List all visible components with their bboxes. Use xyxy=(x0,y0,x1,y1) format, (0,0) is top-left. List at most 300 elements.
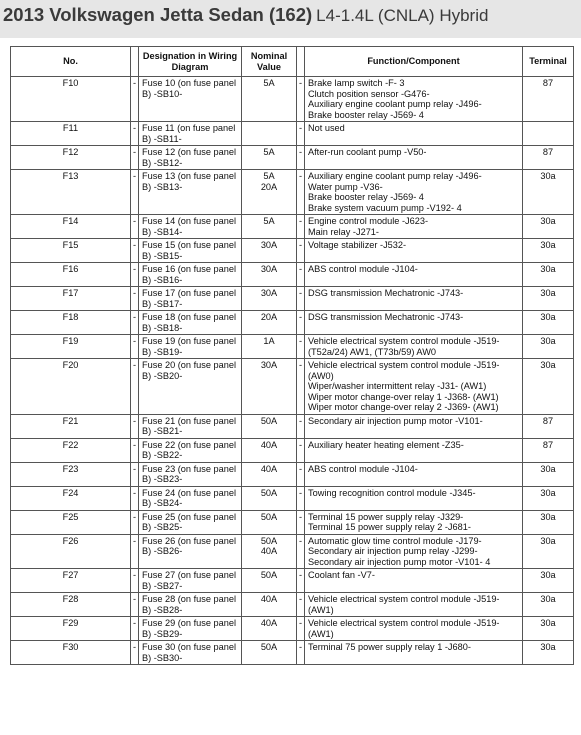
terminal-value: 30a xyxy=(540,535,556,546)
function-line: Wiper/washer intermittent relay -J31- (AW1) xyxy=(308,381,487,391)
fuse-number-text: F17 xyxy=(62,288,79,298)
function-cell xyxy=(305,263,523,287)
dash-cell xyxy=(131,146,139,170)
fuse-number xyxy=(11,414,131,438)
function-cell xyxy=(305,215,523,239)
fuse-number xyxy=(11,486,131,510)
function-cell xyxy=(305,617,523,641)
designation-line: Fuse 30 (on fuse panel xyxy=(142,642,236,652)
dash-cell xyxy=(297,311,305,335)
nominal-value: 50A xyxy=(260,642,278,652)
terminal-cell xyxy=(523,569,574,593)
nominal-value-cell xyxy=(242,617,297,641)
fuse-number-text: F30 xyxy=(62,642,79,652)
designation-line: B) -SB24- xyxy=(142,498,183,508)
terminal-value: 87 xyxy=(542,147,554,157)
terminal-value: 87 xyxy=(542,78,554,88)
fuse-number xyxy=(11,641,131,665)
dash-text: - xyxy=(298,618,303,628)
function-line: Brake booster relay -J569- 4 xyxy=(308,109,424,120)
function-line: (AW1) xyxy=(308,604,334,615)
fuse-number-text: F28 xyxy=(62,594,79,604)
dash-cell xyxy=(297,170,305,215)
function-cell xyxy=(305,414,523,438)
designation-line: B) -SB13- xyxy=(142,181,183,192)
dash-text: - xyxy=(132,147,137,157)
dash-text: - xyxy=(298,594,303,604)
designation-line: Fuse 25 (on fuse panel xyxy=(142,511,236,522)
terminal-cell xyxy=(523,462,574,486)
designation-cell xyxy=(139,215,242,239)
dash-cell xyxy=(131,287,139,311)
designation-line: B) -SB20- xyxy=(142,370,183,381)
terminal-cell xyxy=(523,287,574,311)
designation-line: Fuse 23 (on fuse panel xyxy=(142,463,236,474)
dash-text: - xyxy=(298,463,303,474)
dash-text: - xyxy=(298,264,303,274)
header-function: Function/Component xyxy=(305,47,523,77)
function-cell xyxy=(305,534,523,569)
nominal-value-cell xyxy=(242,359,297,415)
terminal-cell xyxy=(523,438,574,462)
designation-cell xyxy=(139,359,242,415)
fuse-number-text: F10 xyxy=(62,78,79,88)
dash-cell xyxy=(131,77,139,122)
designation-line: B) -SB21- xyxy=(142,426,183,436)
dash-text: - xyxy=(298,487,303,498)
terminal-value: 30a xyxy=(540,487,556,498)
fuse-table xyxy=(10,46,574,665)
nominal-value: 5A xyxy=(263,216,275,226)
fuse-number-text: F22 xyxy=(62,439,79,450)
terminal-cell xyxy=(523,311,574,335)
function-cell xyxy=(305,569,523,593)
dash-text: - xyxy=(298,439,303,450)
nominal-value: 1A xyxy=(263,336,275,346)
dash-cell xyxy=(131,438,139,462)
dash-cell xyxy=(131,311,139,335)
designation-cell xyxy=(139,617,242,641)
nominal-value: 20A xyxy=(260,181,278,192)
dash-text: - xyxy=(132,171,137,181)
nominal-value: 30A xyxy=(260,360,278,370)
designation-line: Fuse 10 (on fuse panel xyxy=(142,78,236,88)
terminal-value: 30a xyxy=(540,360,556,370)
dash-text: - xyxy=(132,123,137,133)
function-line: Main relay -J271- xyxy=(308,226,379,237)
table-row xyxy=(11,359,574,415)
nominal-value: 40A xyxy=(260,594,278,604)
function-line: ABS control module -J104- xyxy=(308,463,418,474)
function-line: Auxiliary engine coolant pump relay -J496- xyxy=(308,99,482,109)
function-line: Terminal 15 power supply relay 2 -J681- xyxy=(308,522,471,532)
designation-line: Fuse 18 (on fuse panel xyxy=(142,312,236,322)
designation-cell xyxy=(139,486,242,510)
designation-line: Fuse 24 (on fuse panel xyxy=(142,487,236,498)
designation-cell xyxy=(139,462,242,486)
dash-text: - xyxy=(298,78,303,88)
dash-text: - xyxy=(132,360,137,370)
designation-line: Fuse 13 (on fuse panel xyxy=(142,171,236,181)
terminal-cell xyxy=(523,239,574,263)
function-line: Auxiliary engine coolant pump relay -J496- xyxy=(308,171,482,181)
function-line: Engine control module -J623- xyxy=(308,216,429,226)
dash-text: - xyxy=(298,216,303,226)
designation-line: B) -SB26- xyxy=(142,546,183,556)
terminal-value: 87 xyxy=(542,439,554,450)
function-cell xyxy=(305,462,523,486)
dash-text: - xyxy=(298,570,303,580)
nominal-value: 20A xyxy=(260,312,278,322)
designation-cell xyxy=(139,77,242,122)
designation-line: Fuse 17 (on fuse panel xyxy=(142,288,236,298)
fuse-number-text: F11 xyxy=(62,123,79,133)
function-line: Secondary air injection pump motor -V101- 4 xyxy=(308,556,491,567)
function-line: After-run coolant pump -V50- xyxy=(308,147,427,157)
terminal-value: 30a xyxy=(540,594,556,604)
header-spacer xyxy=(131,47,139,77)
dash-text: - xyxy=(132,415,137,426)
fuse-number xyxy=(11,438,131,462)
terminal-value: 30a xyxy=(540,264,556,274)
fuse-number-text: F14 xyxy=(62,216,79,226)
dash-cell xyxy=(297,510,305,534)
dash-text: - xyxy=(298,312,303,322)
dash-text: - xyxy=(132,463,137,474)
function-line: Automatic glow time control module -J179- xyxy=(308,535,482,546)
terminal-cell xyxy=(523,215,574,239)
fuse-number xyxy=(11,510,131,534)
dash-cell xyxy=(131,263,139,287)
table-row xyxy=(11,534,574,569)
dash-cell xyxy=(131,335,139,359)
function-line: Wiper motor change-over relay 1 -J368- (AW1) xyxy=(308,391,499,402)
designation-line: Fuse 22 (on fuse panel xyxy=(142,439,236,450)
dash-text: - xyxy=(132,618,137,628)
dash-cell xyxy=(131,239,139,263)
fuse-number-text: F16 xyxy=(62,264,79,274)
dash-cell xyxy=(297,486,305,510)
nominal-value: 50A xyxy=(260,535,278,546)
fuse-table-body xyxy=(11,77,574,665)
designation-cell xyxy=(139,641,242,665)
dash-cell xyxy=(131,359,139,415)
dash-cell xyxy=(297,617,305,641)
terminal-cell xyxy=(523,617,574,641)
terminal-value: 30a xyxy=(540,642,556,652)
designation-line: B) -SB30- xyxy=(142,652,183,663)
page-header xyxy=(0,0,581,38)
designation-line: B) -SB17- xyxy=(142,298,183,309)
dash-text: - xyxy=(298,511,303,522)
fuse-number-text: F20 xyxy=(62,360,79,370)
dash-cell xyxy=(297,359,305,415)
fuse-number xyxy=(11,287,131,311)
dash-text: - xyxy=(298,288,303,298)
fuse-number xyxy=(11,335,131,359)
nominal-value-cell xyxy=(242,462,297,486)
fuse-number xyxy=(11,215,131,239)
dash-text: - xyxy=(132,511,137,522)
designation-line: B) -SB11- xyxy=(142,133,182,144)
function-line: DSG transmission Mechatronic -J743- xyxy=(308,312,464,322)
document-frame xyxy=(0,38,581,735)
terminal-value: 87 xyxy=(542,415,554,426)
function-cell xyxy=(305,146,523,170)
nominal-value-cell xyxy=(242,239,297,263)
fuse-number-text: F29 xyxy=(62,618,79,628)
fuse-number xyxy=(11,311,131,335)
function-line: Vehicle electrical system control module -J519- xyxy=(308,618,500,628)
designation-cell xyxy=(139,311,242,335)
dash-cell xyxy=(297,146,305,170)
nominal-value-cell xyxy=(242,77,297,122)
dash-cell xyxy=(297,287,305,311)
designation-cell xyxy=(139,510,242,534)
table-row xyxy=(11,287,574,311)
fuse-number xyxy=(11,534,131,569)
fuse-number-text: F12 xyxy=(62,147,79,157)
table-row xyxy=(11,215,574,239)
header-spacer xyxy=(297,47,305,77)
nominal-value: 40A xyxy=(260,439,278,450)
designation-line: Fuse 26 (on fuse panel xyxy=(142,535,236,546)
designation-line: Fuse 11 (on fuse panel xyxy=(142,123,236,133)
designation-line: B) -SB19- xyxy=(142,346,183,357)
designation-line: Fuse 14 (on fuse panel xyxy=(142,216,236,226)
dash-text: - xyxy=(132,288,137,298)
function-line: Brake booster relay -J569- 4 xyxy=(308,192,424,202)
table-row xyxy=(11,77,574,122)
function-line: Wiper motor change-over relay 2 -J369- (AW1) xyxy=(308,402,499,412)
designation-line: Fuse 19 (on fuse panel xyxy=(142,336,236,346)
terminal-cell xyxy=(523,486,574,510)
designation-cell xyxy=(139,335,242,359)
terminal-value: 30a xyxy=(540,312,556,322)
designation-line: B) -SB12- xyxy=(142,157,183,168)
designation-line: B) -SB27- xyxy=(142,580,183,591)
designation-cell xyxy=(139,414,242,438)
dash-cell xyxy=(297,335,305,359)
function-line: (AW0) xyxy=(308,370,334,381)
designation-line: Fuse 21 (on fuse panel xyxy=(142,415,236,426)
header-nominal-value: Nominal Value xyxy=(242,47,297,77)
dash-cell xyxy=(297,569,305,593)
table-row xyxy=(11,146,574,170)
function-line: Coolant fan -V7- xyxy=(308,570,375,580)
designation-line: Fuse 15 (on fuse panel xyxy=(142,240,236,250)
dash-cell xyxy=(297,263,305,287)
designation-line: B) -SB18- xyxy=(142,322,183,333)
table-row xyxy=(11,641,574,665)
dash-text: - xyxy=(298,147,303,157)
designation-line: Fuse 12 (on fuse panel xyxy=(142,147,236,157)
function-line: Secondary air injection pump motor -V101- xyxy=(308,415,483,426)
terminal-value: 30a xyxy=(540,336,556,346)
dash-text: - xyxy=(132,487,137,498)
dash-cell xyxy=(297,215,305,239)
table-header-row xyxy=(11,47,574,77)
designation-cell xyxy=(139,170,242,215)
function-line: Brake system vacuum pump -V192- 4 xyxy=(308,202,462,213)
function-cell xyxy=(305,122,523,146)
dash-cell xyxy=(297,593,305,617)
page-subtitle: L4-1.4L (CNLA) Hybrid xyxy=(316,6,489,25)
dash-text: - xyxy=(298,171,303,181)
function-line: Brake lamp switch -F- 3 xyxy=(308,78,405,88)
table-row xyxy=(11,335,574,359)
function-line: (T52a/24) AW1, (T73b/59) AW0 xyxy=(308,346,436,357)
function-line: Voltage stabilizer -J532- xyxy=(308,240,407,250)
nominal-value: 5A xyxy=(263,147,275,157)
terminal-value: 30a xyxy=(540,463,556,474)
table-row xyxy=(11,569,574,593)
designation-cell xyxy=(139,287,242,311)
designation-line: Fuse 16 (on fuse panel xyxy=(142,264,236,274)
terminal-cell xyxy=(523,335,574,359)
dash-text: - xyxy=(298,240,303,250)
nominal-value-cell xyxy=(242,414,297,438)
fuse-number xyxy=(11,239,131,263)
designation-line: Fuse 20 (on fuse panel xyxy=(142,360,236,370)
nominal-value: 50A xyxy=(260,570,278,580)
table-row xyxy=(11,239,574,263)
terminal-cell xyxy=(523,641,574,665)
fuse-number-text: F15 xyxy=(62,240,79,250)
fuse-number xyxy=(11,77,131,122)
nominal-value-cell xyxy=(242,287,297,311)
terminal-value: 30a xyxy=(540,240,556,250)
page-title: 2013 Volkswagen Jetta Sedan (162) xyxy=(3,4,313,25)
dash-cell xyxy=(131,617,139,641)
table-row xyxy=(11,593,574,617)
designation-line: B) -SB25- xyxy=(142,522,183,532)
dash-cell xyxy=(131,486,139,510)
designation-line: B) -SB10- xyxy=(142,88,183,99)
terminal-cell xyxy=(523,414,574,438)
nominal-value: 50A xyxy=(260,415,278,426)
fuse-number-text: F24 xyxy=(62,487,79,498)
function-cell xyxy=(305,438,523,462)
dash-text: - xyxy=(298,123,303,133)
dash-cell xyxy=(297,239,305,263)
dash-cell xyxy=(131,170,139,215)
function-line: Clutch position sensor -G476- xyxy=(308,88,430,99)
function-cell xyxy=(305,239,523,263)
dash-cell xyxy=(131,122,139,146)
function-cell xyxy=(305,641,523,665)
designation-line: Fuse 29 (on fuse panel xyxy=(142,618,236,628)
designation-cell xyxy=(139,438,242,462)
function-line: DSG transmission Mechatronic -J743- xyxy=(308,288,464,298)
function-line: Towing recognition control module -J345- xyxy=(308,487,476,498)
dash-text: - xyxy=(132,336,137,346)
designation-line: B) -SB15- xyxy=(142,250,183,261)
dash-cell xyxy=(297,414,305,438)
table-row xyxy=(11,462,574,486)
function-cell xyxy=(305,335,523,359)
function-line: Secondary air injection pump relay -J299- xyxy=(308,546,478,556)
function-line: Vehicle electrical system control module -J519- xyxy=(308,594,500,604)
table-row xyxy=(11,122,574,146)
fuse-number xyxy=(11,617,131,641)
nominal-value: 5A xyxy=(263,171,275,181)
dash-text: - xyxy=(298,360,303,370)
function-cell xyxy=(305,77,523,122)
function-cell xyxy=(305,359,523,415)
designation-cell xyxy=(139,239,242,263)
nominal-value-cell xyxy=(242,311,297,335)
dash-cell xyxy=(131,510,139,534)
designation-cell xyxy=(139,263,242,287)
fuse-number xyxy=(11,593,131,617)
terminal-cell xyxy=(523,534,574,569)
dash-text: - xyxy=(298,415,303,426)
dash-cell xyxy=(297,462,305,486)
terminal-value: 30a xyxy=(540,216,556,226)
fuse-number xyxy=(11,263,131,287)
designation-cell xyxy=(139,569,242,593)
nominal-value: 50A xyxy=(260,511,278,522)
nominal-value-cell xyxy=(242,534,297,569)
designation-line: Fuse 27 (on fuse panel xyxy=(142,570,236,580)
fuse-number-text: F18 xyxy=(62,312,79,322)
fuse-number xyxy=(11,359,131,415)
dash-cell xyxy=(131,414,139,438)
terminal-cell xyxy=(523,170,574,215)
table-row xyxy=(11,617,574,641)
fuse-number-text: F25 xyxy=(62,511,79,522)
nominal-value-cell xyxy=(242,335,297,359)
dash-cell xyxy=(131,593,139,617)
table-row xyxy=(11,414,574,438)
dash-cell xyxy=(131,569,139,593)
nominal-value-cell xyxy=(242,438,297,462)
nominal-value-cell xyxy=(242,170,297,215)
table-row xyxy=(11,311,574,335)
nominal-value: 30A xyxy=(260,288,278,298)
designation-line: Fuse 28 (on fuse panel xyxy=(142,594,236,604)
dash-text: - xyxy=(132,264,137,274)
nominal-value-cell xyxy=(242,146,297,170)
terminal-value: 30a xyxy=(540,511,556,522)
designation-line: B) -SB14- xyxy=(142,226,183,237)
dash-text: - xyxy=(132,642,137,652)
function-line: Vehicle electrical system control module -J519- xyxy=(308,360,500,370)
table-row xyxy=(11,170,574,215)
nominal-value-cell xyxy=(242,510,297,534)
dash-text: - xyxy=(132,240,137,250)
fuse-number xyxy=(11,462,131,486)
nominal-value: 30A xyxy=(260,240,278,250)
dash-text: - xyxy=(298,535,303,546)
nominal-value: 40A xyxy=(260,546,278,556)
dash-text: - xyxy=(298,642,303,652)
fuse-number-text: F27 xyxy=(62,570,79,580)
terminal-value: 30a xyxy=(540,171,556,181)
terminal-value: 30a xyxy=(540,570,556,580)
function-line: Not used xyxy=(308,123,345,133)
function-cell xyxy=(305,510,523,534)
function-line: Terminal 15 power supply relay -J329- xyxy=(308,511,464,522)
function-line: Terminal 75 power supply relay 1 -J680- xyxy=(308,642,471,652)
terminal-cell xyxy=(523,593,574,617)
function-cell xyxy=(305,486,523,510)
terminal-cell xyxy=(523,359,574,415)
function-line: (AW1) xyxy=(308,628,334,639)
function-line: Auxiliary heater heating element -Z35- xyxy=(308,439,464,450)
dash-cell xyxy=(131,215,139,239)
